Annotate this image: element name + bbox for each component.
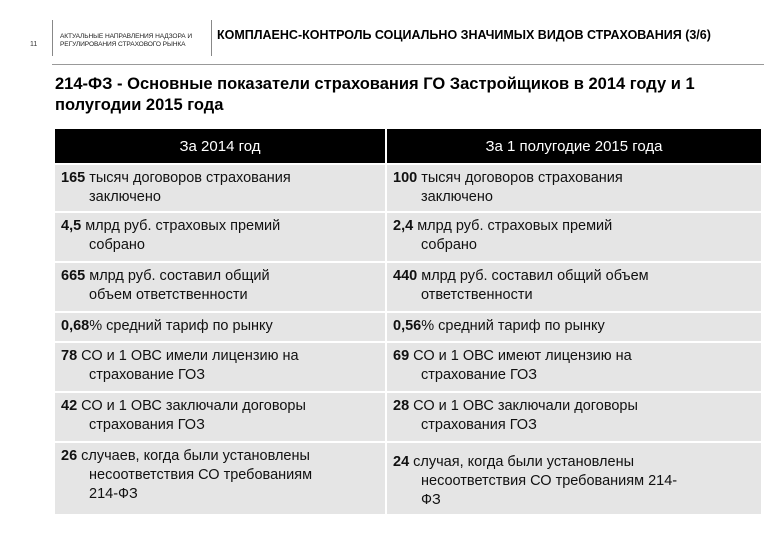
indicator-value: 26 bbox=[61, 448, 78, 464]
indicator-text-continued: заключено bbox=[421, 189, 493, 205]
slide-subtitle: 214-ФЗ - Основные показатели страхования ГО Застройщиков в 2014 году и 1 полугодии 2015 года bbox=[55, 75, 695, 114]
table-row bbox=[54, 442, 762, 515]
cell-2015-h1 bbox=[386, 392, 762, 442]
cell-2014 bbox=[54, 262, 386, 312]
indicator-text-continued: собрано bbox=[421, 237, 477, 253]
indicator-value: 42 bbox=[61, 398, 78, 414]
table-row bbox=[54, 262, 762, 312]
header-divider-right bbox=[211, 20, 212, 56]
indicator-value: 100 bbox=[393, 170, 418, 186]
indicators-table bbox=[53, 127, 763, 516]
indicator-text: СО и 1 ОВС имеют лицензию на bbox=[409, 348, 632, 364]
table-header-row bbox=[54, 128, 762, 164]
indicator-value: 78 bbox=[61, 348, 78, 364]
cell-2015-h1 bbox=[386, 262, 762, 312]
indicator-text: % средний тариф по рынку bbox=[89, 318, 273, 334]
indicator-value: 0,56 bbox=[393, 318, 422, 334]
table-row bbox=[54, 312, 762, 342]
indicator-text-continued: заключено bbox=[89, 189, 161, 205]
indicator-text-continued: объем ответственности bbox=[89, 287, 248, 303]
indicator-text: случая, когда были установлены bbox=[409, 454, 635, 470]
cell-2015-h1 bbox=[386, 212, 762, 262]
indicator-value: 69 bbox=[393, 348, 410, 364]
indicator-text-continued: несоответствия СО требованиям 214-ФЗ bbox=[89, 467, 313, 502]
indicator-text: млрд руб. составил общий объем bbox=[417, 268, 649, 284]
indicator-text: СО и 1 ОВС имели лицензию на bbox=[77, 348, 299, 364]
cell-2014 bbox=[54, 164, 386, 212]
indicator-value: 440 bbox=[393, 268, 418, 284]
indicator-value: 24 bbox=[393, 454, 410, 470]
indicator-text: тысяч договоров страхования bbox=[85, 170, 291, 186]
indicator-text: тысяч договоров страхования bbox=[417, 170, 623, 186]
cell-2015-h1 bbox=[386, 164, 762, 212]
indicator-text-continued: страхования ГОЗ bbox=[89, 417, 205, 433]
column-header-2015-h1: За 1 полугодие 2015 года bbox=[386, 128, 762, 164]
indicator-text: млрд руб. страховых премий bbox=[413, 218, 613, 234]
indicator-value: 4,5 bbox=[61, 218, 82, 234]
header-divider-left bbox=[52, 20, 53, 56]
indicator-value: 0,68 bbox=[61, 318, 90, 334]
table-row bbox=[54, 392, 762, 442]
cell-2014 bbox=[54, 392, 386, 442]
indicator-text-continued: собрано bbox=[89, 237, 145, 253]
indicator-text: млрд руб. страховых премий bbox=[81, 218, 281, 234]
table-row bbox=[54, 164, 762, 212]
indicator-text-continued: страхования ГОЗ bbox=[421, 417, 537, 433]
indicator-value: 28 bbox=[393, 398, 410, 414]
indicator-text: % средний тариф по рынку bbox=[421, 318, 605, 334]
indicator-text-continued: несоответствия СО требованиям 214-ФЗ bbox=[421, 473, 678, 508]
indicator-text-continued: ответственности bbox=[421, 287, 533, 303]
indicator-text: млрд руб. составил общий bbox=[85, 268, 270, 284]
cell-2014 bbox=[54, 342, 386, 392]
column-header-2014: За 2014 год bbox=[54, 128, 386, 164]
indicator-text-continued: страхование ГОЗ bbox=[89, 367, 206, 383]
cell-2014 bbox=[54, 212, 386, 262]
indicator-value: 665 bbox=[61, 268, 86, 284]
indicator-text: СО и 1 ОВС заключали договоры bbox=[409, 398, 638, 414]
indicator-value: 2,4 bbox=[393, 218, 414, 234]
indicator-text-continued: страхование ГОЗ bbox=[421, 367, 538, 383]
cell-2015-h1 bbox=[386, 312, 762, 342]
indicator-text: случаев, когда были установлены bbox=[77, 448, 310, 464]
slide-number: 11 bbox=[30, 41, 38, 48]
page-title: КОМПЛАЕНС-КОНТРОЛЬ СОЦИАЛЬНО ЗНАЧИМЫХ ВИДОВ СТРАХОВАНИЯ (3/6) bbox=[217, 28, 711, 42]
cell-2014 bbox=[54, 442, 386, 515]
cell-2015-h1 bbox=[386, 442, 762, 515]
section-label: АКТУАЛЬНЫЕ НАПРАВЛЕНИЯ НАДЗОРА И РЕГУЛИРОВАНИЯ СТРАХОВОГО РЫНКА bbox=[60, 33, 192, 48]
table-row bbox=[54, 342, 762, 392]
table-row bbox=[54, 212, 762, 262]
header-rule bbox=[52, 64, 764, 65]
indicator-text: СО и 1 ОВС заключали договоры bbox=[77, 398, 306, 414]
indicator-value: 165 bbox=[61, 170, 86, 186]
cell-2015-h1 bbox=[386, 342, 762, 392]
cell-2014 bbox=[54, 312, 386, 342]
